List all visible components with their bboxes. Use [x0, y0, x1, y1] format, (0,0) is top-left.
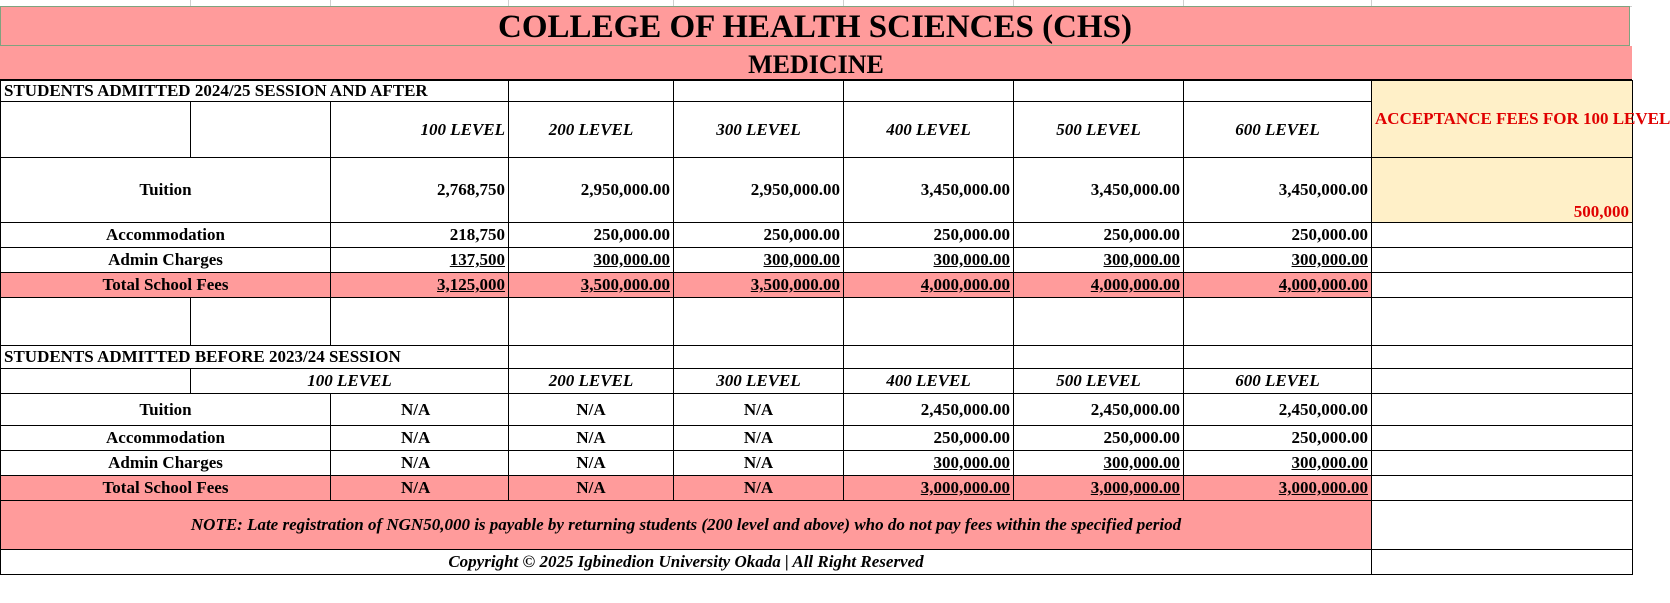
fee-cell: 2,450,000.00: [844, 394, 1014, 426]
total-cell: 4,000,000.00: [1014, 273, 1184, 298]
fee-cell: N/A: [509, 426, 674, 451]
row-label-accommodation: Accommodation: [1, 223, 331, 248]
total-cell: 3,500,000.00: [509, 273, 674, 298]
fee-cell: 250,000.00: [674, 223, 844, 248]
fee-cell: 2,450,000.00: [1184, 394, 1372, 426]
fee-cell: 300,000.00: [1184, 451, 1372, 476]
fee-cell: 250,000.00: [844, 223, 1014, 248]
fee-cell: 250,000.00: [844, 426, 1014, 451]
row-label-total: Total School Fees: [1, 476, 331, 501]
s2-level-header: 400 LEVEL: [844, 369, 1014, 394]
row-label-accommodation: Accommodation: [1, 426, 331, 451]
fee-cell: N/A: [509, 394, 674, 426]
total-cell: N/A: [674, 476, 844, 501]
fee-cell: 300,000.00: [674, 248, 844, 273]
section1-heading: STUDENTS ADMITTED 2024/25 SESSION AND AFTER: [1, 81, 509, 102]
total-cell: N/A: [509, 476, 674, 501]
fee-cell: 2,950,000.00: [674, 158, 844, 223]
fee-cell: 2,950,000.00: [509, 158, 674, 223]
s1-level-header: 200 LEVEL: [509, 102, 674, 158]
fee-cell: N/A: [674, 394, 844, 426]
fee-cell: 137,500: [331, 248, 509, 273]
total-cell: 4,000,000.00: [844, 273, 1014, 298]
fee-cell: 300,000.00: [1014, 451, 1184, 476]
s2-level-header: 300 LEVEL: [674, 369, 844, 394]
fee-cell: 300,000.00: [844, 451, 1014, 476]
fee-cell: 3,450,000.00: [1014, 158, 1184, 223]
total-cell: 3,000,000.00: [1014, 476, 1184, 501]
fee-cell: 300,000.00: [1014, 248, 1184, 273]
total-cell: 3,500,000.00: [674, 273, 844, 298]
fee-cell: 3,450,000.00: [844, 158, 1014, 223]
fee-cell: 300,000.00: [1184, 248, 1372, 273]
fee-cell: 250,000.00: [1184, 223, 1372, 248]
fee-cell: 300,000.00: [844, 248, 1014, 273]
program-title: MEDICINE: [0, 46, 1632, 80]
row-label-tuition: Tuition: [1, 158, 331, 223]
s2-level-header: 100 LEVEL: [191, 369, 509, 394]
fee-table: [0, 80, 1670, 575]
fee-cell: 300,000.00: [509, 248, 674, 273]
fee-cell: N/A: [331, 451, 509, 476]
late-registration-note: NOTE: Late registration of NGN50,000 is payable by returning students (200 level and above) who do not pay fees within the specified period: [1, 501, 1372, 550]
fee-cell: 2,768,750: [331, 158, 509, 223]
fee-cell: N/A: [674, 451, 844, 476]
s2-level-header: 200 LEVEL: [509, 369, 674, 394]
fee-cell: 250,000.00: [509, 223, 674, 248]
section2-heading: STUDENTS ADMITTED BEFORE 2023/24 SESSION: [1, 346, 509, 369]
row-label-total: Total School Fees: [1, 273, 331, 298]
fee-cell: 3,450,000.00: [1184, 158, 1372, 223]
row-label-admin-charges: Admin Charges: [1, 248, 331, 273]
fee-cell: N/A: [509, 451, 674, 476]
total-cell: N/A: [331, 476, 509, 501]
s1-level-header: 300 LEVEL: [674, 102, 844, 158]
fee-cell: 250,000.00: [1014, 223, 1184, 248]
fee-cell: N/A: [331, 394, 509, 426]
s1-level-header: 400 LEVEL: [844, 102, 1014, 158]
s1-level-header: 500 LEVEL: [1014, 102, 1184, 158]
total-cell: 3,000,000.00: [1184, 476, 1372, 501]
fee-cell: 218,750: [331, 223, 509, 248]
row-label-admin-charges: Admin Charges: [1, 451, 331, 476]
acceptance-fee-value: 500,000: [1372, 158, 1633, 223]
s2-level-header: 500 LEVEL: [1014, 369, 1184, 394]
s1-level-header: 600 LEVEL: [1184, 102, 1372, 158]
row-label-tuition: Tuition: [1, 394, 331, 426]
fee-cell: N/A: [674, 426, 844, 451]
total-cell: 3,125,000: [331, 273, 509, 298]
fee-cell: 2,450,000.00: [1014, 394, 1184, 426]
s1-level-header: 100 LEVEL: [331, 102, 509, 158]
acceptance-fees-header: ACCEPTANCE FEES FOR 100 LEVEL: [1372, 81, 1633, 158]
s2-level-header: 600 LEVEL: [1184, 369, 1372, 394]
fee-cell: 250,000.00: [1014, 426, 1184, 451]
copyright-footer: Copyright © 2025 Igbinedion University Okada | All Right Reserved: [1, 550, 1372, 575]
fee-cell: N/A: [331, 426, 509, 451]
total-cell: 4,000,000.00: [1184, 273, 1372, 298]
page-title: COLLEGE OF HEALTH SCIENCES (CHS): [0, 6, 1630, 46]
fee-cell: 250,000.00: [1184, 426, 1372, 451]
total-cell: 3,000,000.00: [844, 476, 1014, 501]
